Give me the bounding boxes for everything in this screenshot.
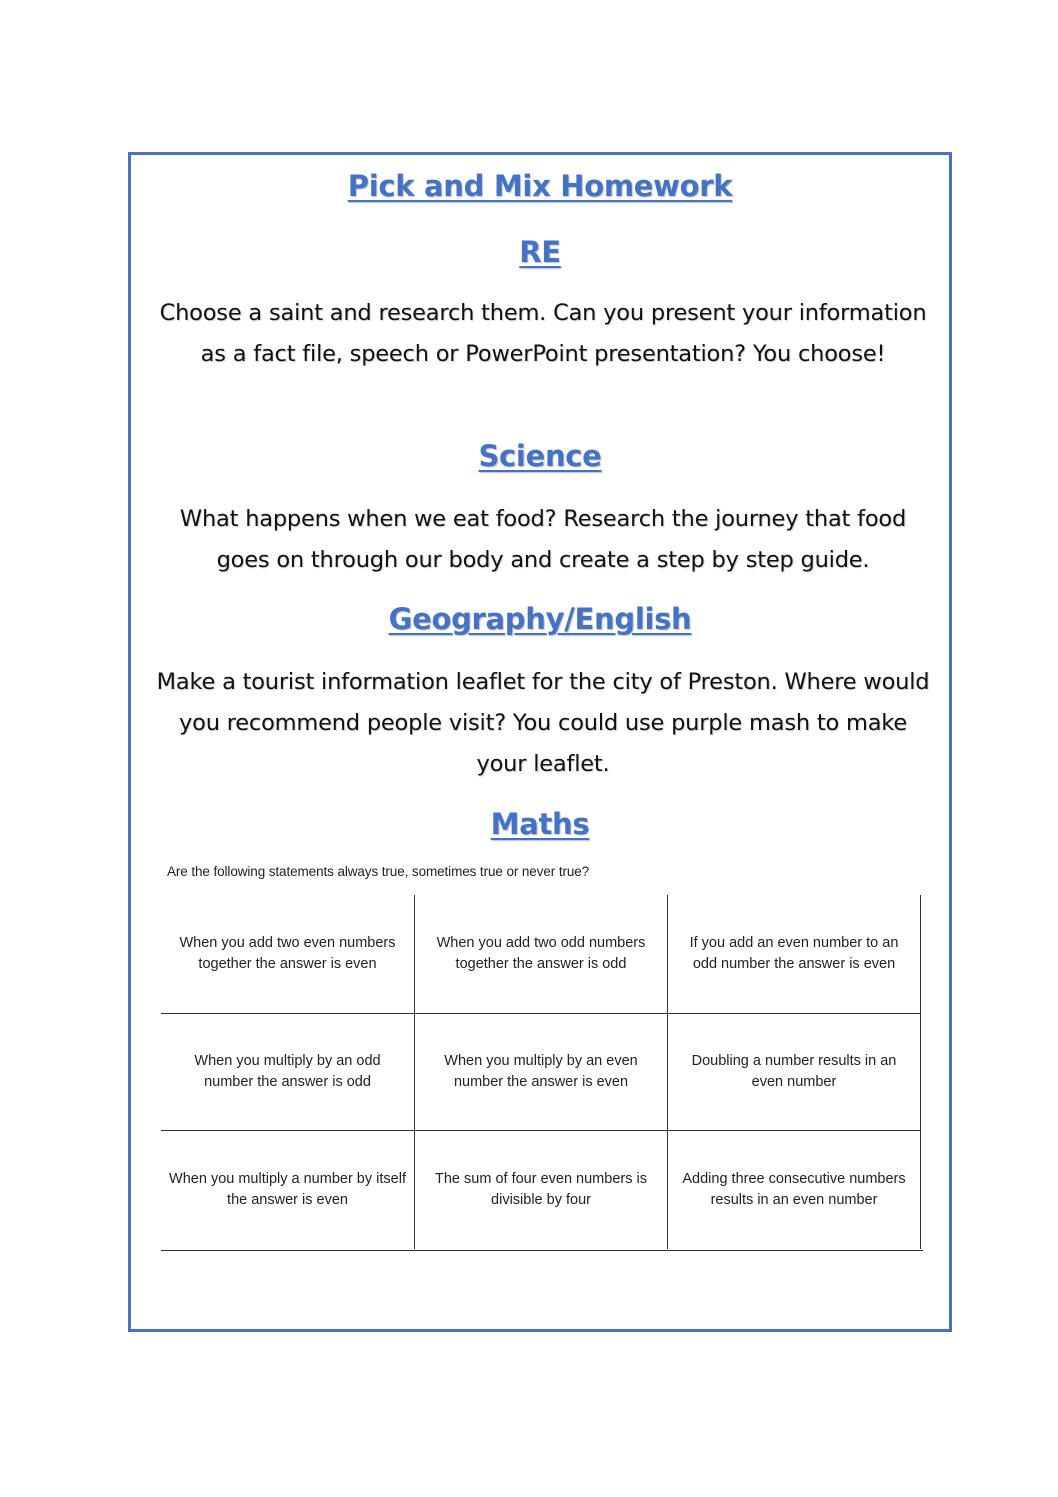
- statement-cell: The sum of four even numbers is divisible by four: [415, 1131, 668, 1249]
- geography-text: Make a tourist information leaflet for the city of Preston. Where would you recommend people visit? You could use purple mash to make your leaflet.: [156, 669, 930, 777]
- maths-question: Are the following statements always true, sometimes true or never true?: [167, 864, 590, 879]
- statement-cell: Adding three consecutive numbers results in an even number: [668, 1131, 921, 1249]
- homework-frame: [128, 152, 952, 1332]
- maths-heading: Maths: [490, 807, 590, 841]
- statement-cell: If you add an even number to an odd number the answer is even: [668, 895, 921, 1013]
- statement-cell: When you add two odd numbers together the answer is odd: [415, 895, 668, 1013]
- statements-table: [161, 895, 923, 1251]
- geography-heading: Geography/English: [388, 602, 692, 636]
- statement-cell: When you add two even numbers together the answer is even: [161, 895, 415, 1013]
- statement-cell: When you multiply by an even number the answer is even: [415, 1013, 668, 1131]
- statement-cell: When you multiply by an odd number the answer is odd: [161, 1013, 415, 1131]
- statement-cell: When you multiply a number by itself the answer is even: [161, 1131, 415, 1249]
- statement-cell: Doubling a number results in an even number: [668, 1013, 921, 1131]
- science-text: What happens when we eat food? Research the journey that food goes on through our body and create a step by step guide.: [179, 506, 907, 573]
- page-title: Pick and Mix Homework: [347, 169, 733, 203]
- re-text: Choose a saint and research them. Can you present your information as a fact file, speech or PowerPoint presentation? You choose!: [159, 300, 927, 367]
- re-heading: RE: [519, 235, 561, 269]
- science-heading: Science: [478, 439, 602, 473]
